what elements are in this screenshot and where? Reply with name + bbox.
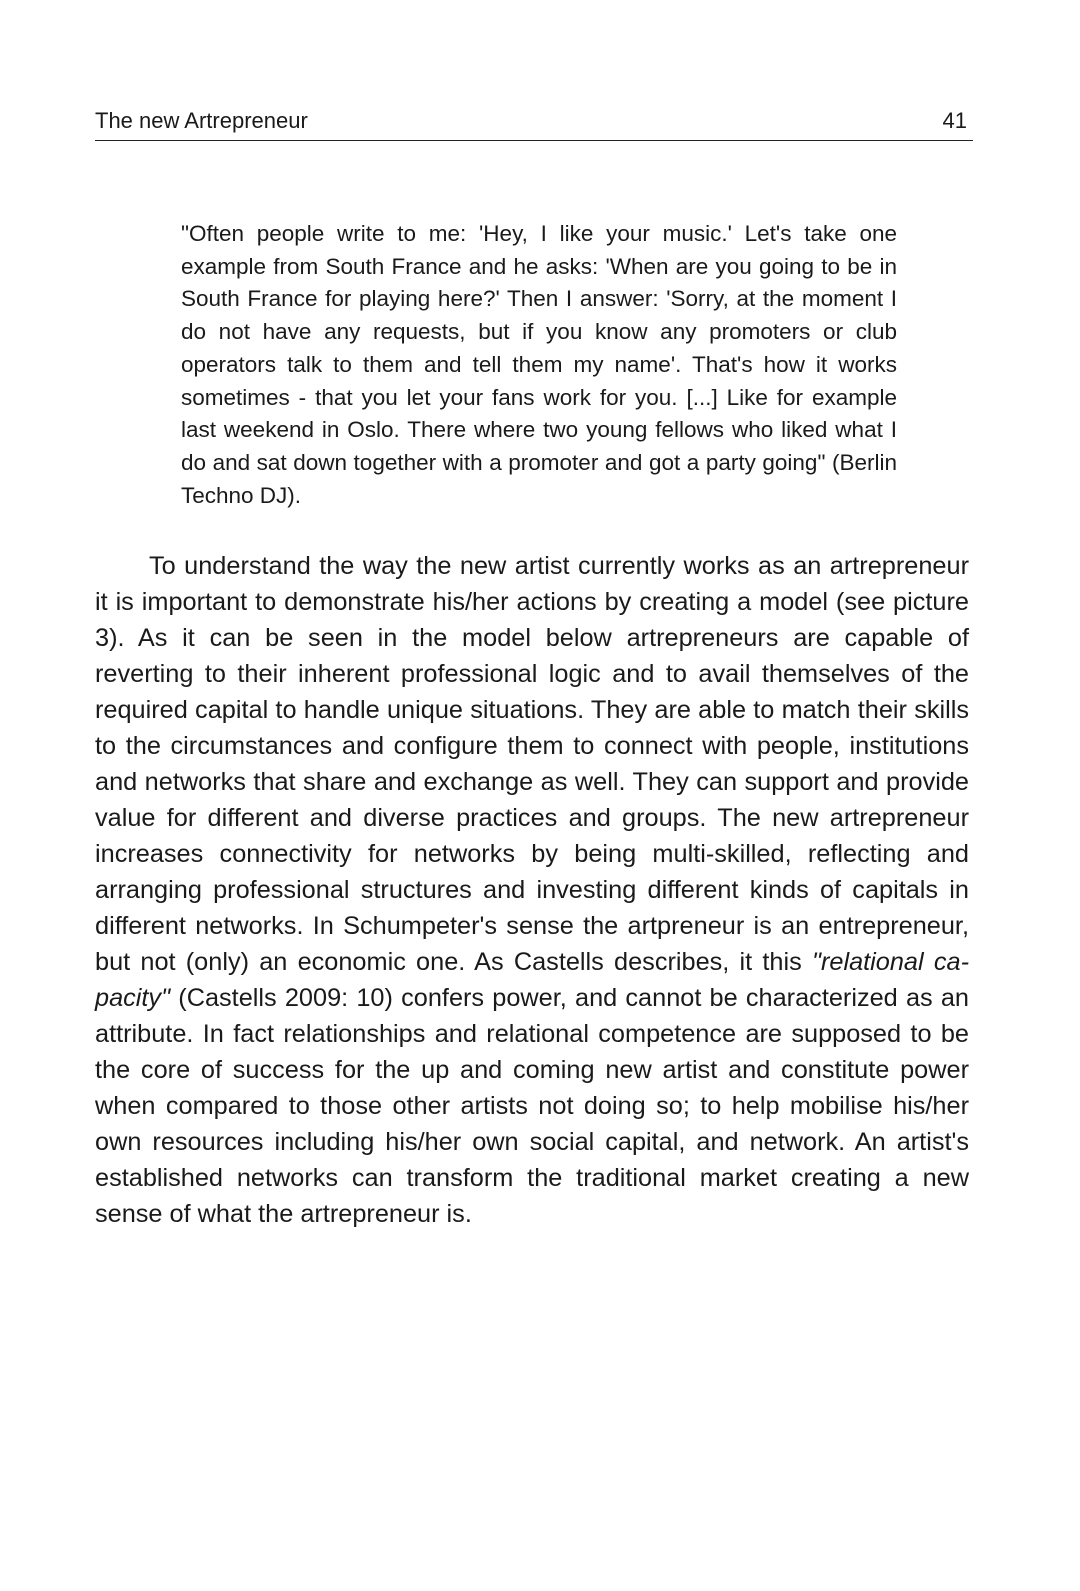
block-quote: "Often people write to me: 'Hey, I like your music.' Let's take one example from South France and he asks: 'When are you going to be in South France for playing here?' Then I answer: 'Sorry, at the moment I do not have any requests, but if you know any promoters or club operators talk to them and tell them my name'. That's how it works sometimes - that you let your fans work for you. [...] Like for example last weekend in Oslo. There where two young fellows who liked what I do and sat down together with a promoter and got a party going" (Berlin Techno DJ).	[181, 221, 897, 508]
body-paragraph	[95, 548, 969, 1232]
running-header-title: The new Artrepreneur	[95, 108, 308, 133]
body-paragraph-italic-term: "relational capacity"	[95, 948, 969, 1012]
running-header	[95, 106, 973, 141]
page-number: 41	[942, 108, 967, 133]
body-paragraph-text-1: To understand the way the new artist currently works as an artrepreneur it is important to demonstrate his/her actions by creating a model (see picture 3). As it can be seen in the model below artrepreneurs are capable of reverting to their inherent professional logic and to avail themselves of the required capital to handle unique situations. They are able to match their skills to the circumstances and configure them to connect with people, institutions and networks that share and exchange as well. They can support and provide value for different and diverse practices and groups. The new artrepreneur increases connectivity for networks by being multi-skilled, reflecting and arranging professional structures and investing different kinds of capitals in different networks. In Schumpeter's sense the artpreneur is an entrepreneur, but not (only) an economic one. As Castells describes, it this	[95, 552, 969, 976]
body-paragraph-text-2: (Castells 2009: 10) confers power, and cannot be characterized as an attribute. In fact relationships and relational competence are supposed to be the core of success for the up and coming new artist and constitute power when compared to those other artists not doing so; to help mobilise his/her own resources including his/her own social capital, and network. An artist's established networks can transform the traditional market creating a new sense of what the artrepreneur is.	[95, 984, 969, 1228]
